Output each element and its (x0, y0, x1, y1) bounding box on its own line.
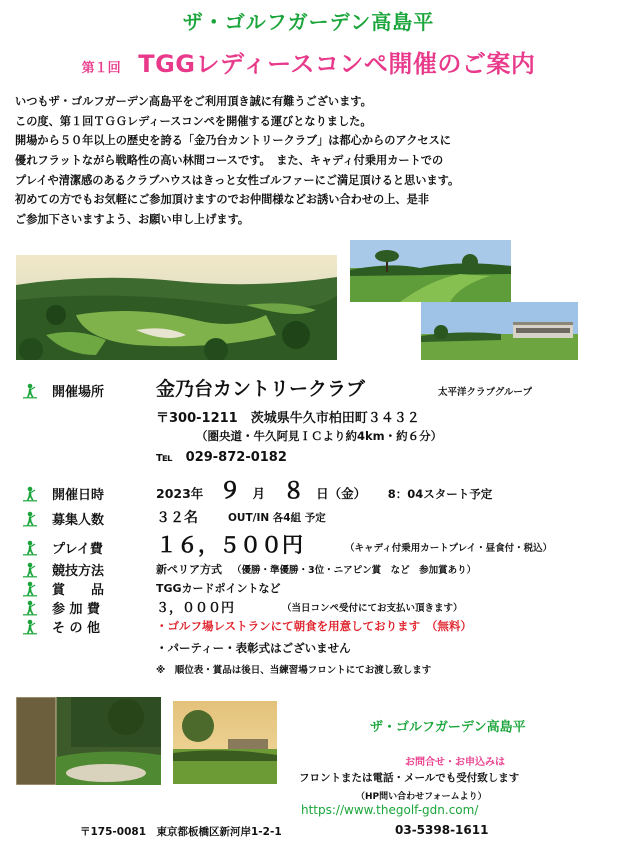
prize-value: TGGカードポイントなど (156, 582, 281, 595)
venue-label: 開催場所 (52, 385, 105, 400)
golfer-icon (22, 486, 38, 502)
intro-line: 初めての方でもお気軽にご参加頂けますのでお仲間様などお誘い合わせの上、是非 (15, 193, 429, 207)
venue-tel: ℡ 029-872-0182 (156, 450, 287, 465)
fairway-photo (350, 240, 511, 302)
format-value: 新ペリア方式 (156, 563, 222, 576)
event-number: 第１回 (81, 61, 121, 76)
date-month-unit: 月 (252, 486, 265, 501)
date-label: 開催日時 (52, 488, 105, 503)
date-day-unit: 日（金） (316, 486, 367, 501)
golfer-icon (22, 562, 38, 578)
event-title: TGGレディースコンペ開催のご案内 (138, 50, 536, 78)
golfer-icon (22, 600, 38, 616)
venue-name: 金乃台カントリークラブ (156, 378, 366, 400)
intro-line: いつもザ・ゴルフガーデン高島平をご利用頂き誠に有難うございます。 (15, 95, 372, 108)
fee-label: プレイ費 (52, 542, 103, 557)
date-year: 2023年 (156, 486, 204, 501)
format-note: （優勝・準優勝・3位・ニアピン賞 など 参加賞あり） (232, 565, 477, 576)
intro-line: プレイや清潔感のあるクラブハウスはきっと女性ゴルファーにご満足頂けると思います。 (15, 173, 460, 187)
footer-phone: 03-5398-1611 (395, 823, 489, 837)
footer-brand: ザ・ゴルフガーデン高島平 (370, 720, 526, 735)
prize-label: 賞 品 (52, 583, 105, 598)
intro-line: 優れフラットながら戦略性の高い林間コースです。 また、キャディ付乗用カートでの (15, 154, 444, 168)
golfer-icon (22, 619, 38, 635)
venue-access: （圏央道・牛久阿見ＩＣより約4km・約６分） (196, 429, 443, 443)
intro-line: この度、第１回ＴＧＧレディースコンペを開催する運びとなりました。 (15, 114, 372, 128)
footer-address: 〒175-0081 東京都板橋区新河岸1-2-1 (80, 826, 282, 838)
other-note: ※ 順位表・賞品は後日、当練習場フロントにてお渡し致します (156, 665, 432, 676)
intro-line: ご参加下さいますよう、お願い申し上げます。 (15, 213, 250, 227)
contact-line: フロントまたは電話・メールでも受付致します (299, 772, 520, 784)
date-month: ９ (218, 479, 241, 504)
fee-value: １６，５００円 (156, 533, 303, 557)
golfer-icon (22, 540, 38, 556)
other-breakfast: ・ゴルフ場レストランにて朝食を用意しております （無料） (156, 619, 472, 633)
date-time: 8：04スタート予定 (387, 487, 493, 501)
golfer-icon (22, 511, 38, 527)
entry-fee-note: （当日コンペ受付にてお支払い頂きます） (282, 603, 463, 614)
capacity-label: 募集人数 (52, 513, 105, 528)
date-day: ８ (282, 479, 305, 504)
capacity-value: ３２名 (156, 510, 198, 526)
golfer-icon (22, 383, 38, 399)
contact-heading: お問合せ・お申込みは (405, 757, 505, 768)
clubhouse-photo (421, 302, 578, 360)
fee-note: （キャディ付乗用カートプレイ・昼食付・税込） (345, 543, 553, 554)
entry-fee-value: ３，０００円 (156, 601, 235, 616)
website-link[interactable]: https://www.thegolf-gdn.com/ (301, 803, 479, 817)
intro-line: 開場から５０年以上の歴史を誇る「金乃台カントリークラブ」は都心からのアクセスに (15, 134, 451, 148)
contact-sub: （HP問い合わせフォームより） (356, 792, 487, 802)
intro-paragraph (15, 92, 610, 230)
header-title: ザ・ゴルフガーデン高島平 (182, 10, 435, 34)
clubhouse-evening-photo (173, 701, 277, 784)
event-heading (0, 44, 617, 79)
course-aerial-photo (16, 255, 337, 360)
format-label: 競技方法 (52, 564, 105, 579)
other-party: ・パーティー・表彰式はございません (156, 641, 351, 655)
entry-fee-label: 参 加 費 (52, 602, 101, 617)
venue-group: 太平洋クラブグループ (438, 387, 532, 398)
golfer-icon (22, 581, 38, 597)
driving-range-photo (16, 697, 161, 785)
date-value (156, 474, 492, 505)
venue-address: 〒300-1211 茨城県牛久市柏田町３４３２ (156, 411, 420, 426)
capacity-note: OUT/IN 各4組 予定 (228, 512, 326, 524)
other-label: そ の 他 (52, 621, 101, 636)
